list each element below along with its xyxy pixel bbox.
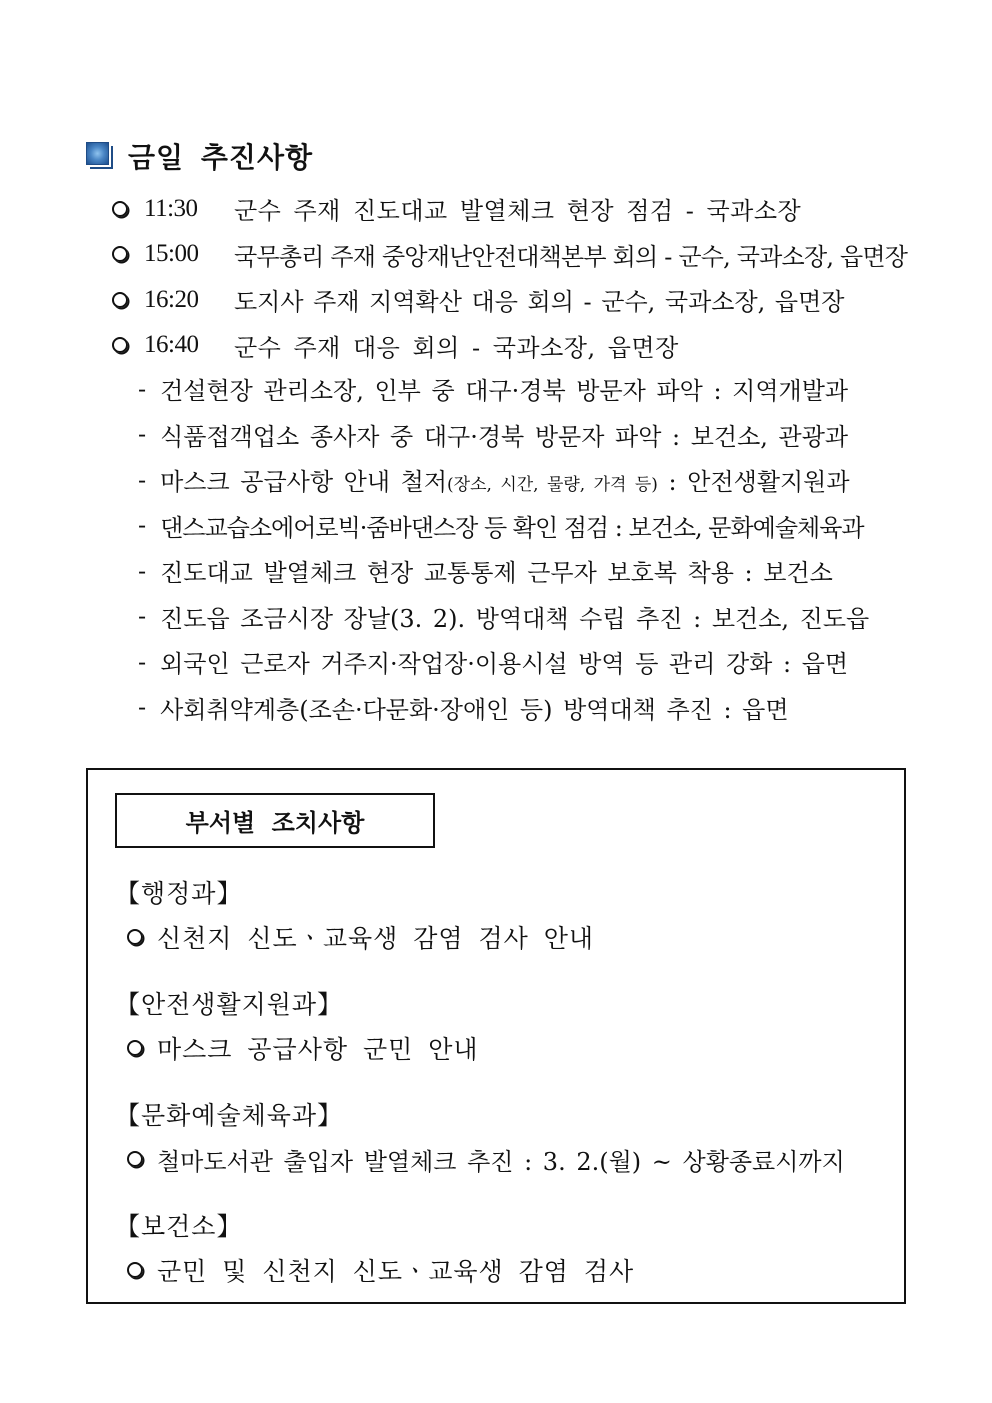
- department-action-text: 마스크 공급사항 군민 안내: [157, 1035, 479, 1064]
- department-actions-title: 부서별 조치사항: [185, 809, 365, 837]
- department-actions-box: [86, 768, 906, 1304]
- department-name: 【문화예술체육과】: [115, 1101, 344, 1130]
- section-heading-today: [86, 136, 313, 176]
- department-action-text: 군민 및 신천지 신도ㆍ교육생 감염 검사: [157, 1257, 635, 1286]
- circle-bullet-icon: [112, 246, 128, 262]
- agenda-text: 군수 주재 진도대교 발열체크 현장 점검 - 국과소장: [234, 197, 802, 226]
- circle-bullet-icon: [112, 292, 128, 308]
- dash-bullet: -: [138, 556, 147, 585]
- sub-item: [138, 412, 918, 458]
- circle-bullet-icon: [127, 929, 143, 945]
- sub-item-text: 마스크 공급사항 안내 철저(장소, 시간, 물량, 가격 등) : 안전생활지원과: [160, 468, 850, 497]
- sub-item-text: 진도대교 발열체크 현장 교통통제 근무자 보호복 착용 : 보건소: [160, 559, 833, 588]
- section-title: 금일 추진사항: [128, 141, 314, 174]
- sub-item: [138, 548, 918, 594]
- circle-bullet-icon: [112, 201, 128, 217]
- department-action-item: [115, 914, 905, 960]
- department-group-admin: [115, 870, 905, 960]
- agenda-time: 11:30: [144, 194, 198, 222]
- department-name: 【보건소】: [115, 1212, 243, 1241]
- department-group-health: [115, 1203, 905, 1293]
- agenda-item: [112, 186, 912, 232]
- sub-item: [138, 639, 918, 685]
- department-group-culture: [115, 1092, 905, 1182]
- sub-item-text: 외국인 근로자 거주지·작업장·이용시설 방역 등 관리 강화 : 읍면: [160, 650, 849, 679]
- sub-item-parenthetical: (장소, 시간, 물량, 가격 등): [447, 475, 658, 496]
- department-group-safety: [115, 981, 905, 1071]
- sub-item-text: 진도읍 조금시장 장날(3. 2). 방역대책 수립 추진 : 보건소, 진도읍: [160, 604, 870, 633]
- agenda-item: [112, 277, 912, 323]
- sub-item-text: 댄스교습소에어로빅·줌바댄스장 등 확인 점검 : 보건소, 문화예술체육과: [160, 513, 864, 542]
- sub-item: [138, 685, 918, 731]
- agenda-text: 국무총리 주재 중앙재난안전대책본부 회의 - 군수, 국과소장, 읍면장: [234, 242, 908, 271]
- circle-bullet-icon: [127, 1040, 143, 1056]
- dash-bullet: -: [138, 420, 147, 449]
- blue-square-bullet-icon: [86, 142, 114, 170]
- dash-bullet: -: [138, 374, 147, 403]
- dash-bullet: -: [138, 647, 147, 676]
- department-actions-title-box: [115, 793, 435, 848]
- department-action-item: [115, 1025, 905, 1071]
- agenda-time: 15:00: [144, 240, 199, 268]
- dash-bullet: -: [138, 693, 147, 722]
- sub-item-text: 식품접객업소 종사자 중 대구·경북 방문자 파악 : 보건소, 관광과: [160, 422, 849, 451]
- department-action-item: [115, 1247, 905, 1293]
- dash-bullet: -: [138, 511, 147, 540]
- dash-bullet: -: [138, 465, 147, 494]
- dash-bullet: -: [138, 602, 147, 631]
- agenda-item: [112, 323, 912, 369]
- sub-item: [138, 594, 918, 640]
- sub-item-text: 사회취약계층(조손·다문화·장애인 등) 방역대책 추진 : 읍면: [160, 695, 789, 724]
- department-name: 【행정과】: [115, 879, 243, 908]
- agenda-list: [112, 186, 912, 368]
- agenda-time: 16:20: [144, 285, 199, 313]
- sub-item: [138, 503, 918, 549]
- agenda-item: [112, 232, 912, 278]
- agenda-time: 16:40: [144, 331, 199, 359]
- sub-item: [138, 457, 918, 503]
- department-action-item: [115, 1136, 905, 1182]
- department-action-text: 철마도서관 출입자 발열체크 추진 : 3. 2.(월) ~ 상황종료시까지: [157, 1147, 845, 1176]
- sub-item-text: 건설현장 관리소장, 인부 중 대구·경북 방문자 파악 : 지역개발과: [160, 377, 849, 406]
- sub-item-list: [138, 366, 918, 730]
- agenda-text: 도지사 주재 지역확산 대응 회의 - 군수, 국과소장, 읍면장: [234, 288, 845, 317]
- circle-bullet-icon: [127, 1151, 143, 1167]
- agenda-text: 군수 주재 대응 회의 - 국과소장, 읍면장: [234, 333, 679, 362]
- sub-item: [138, 366, 918, 412]
- department-name: 【안전생활지원과】: [115, 990, 344, 1019]
- circle-bullet-icon: [127, 1262, 143, 1278]
- circle-bullet-icon: [112, 337, 128, 353]
- department-action-text: 신천지 신도ㆍ교육생 감염 검사 안내: [157, 924, 595, 953]
